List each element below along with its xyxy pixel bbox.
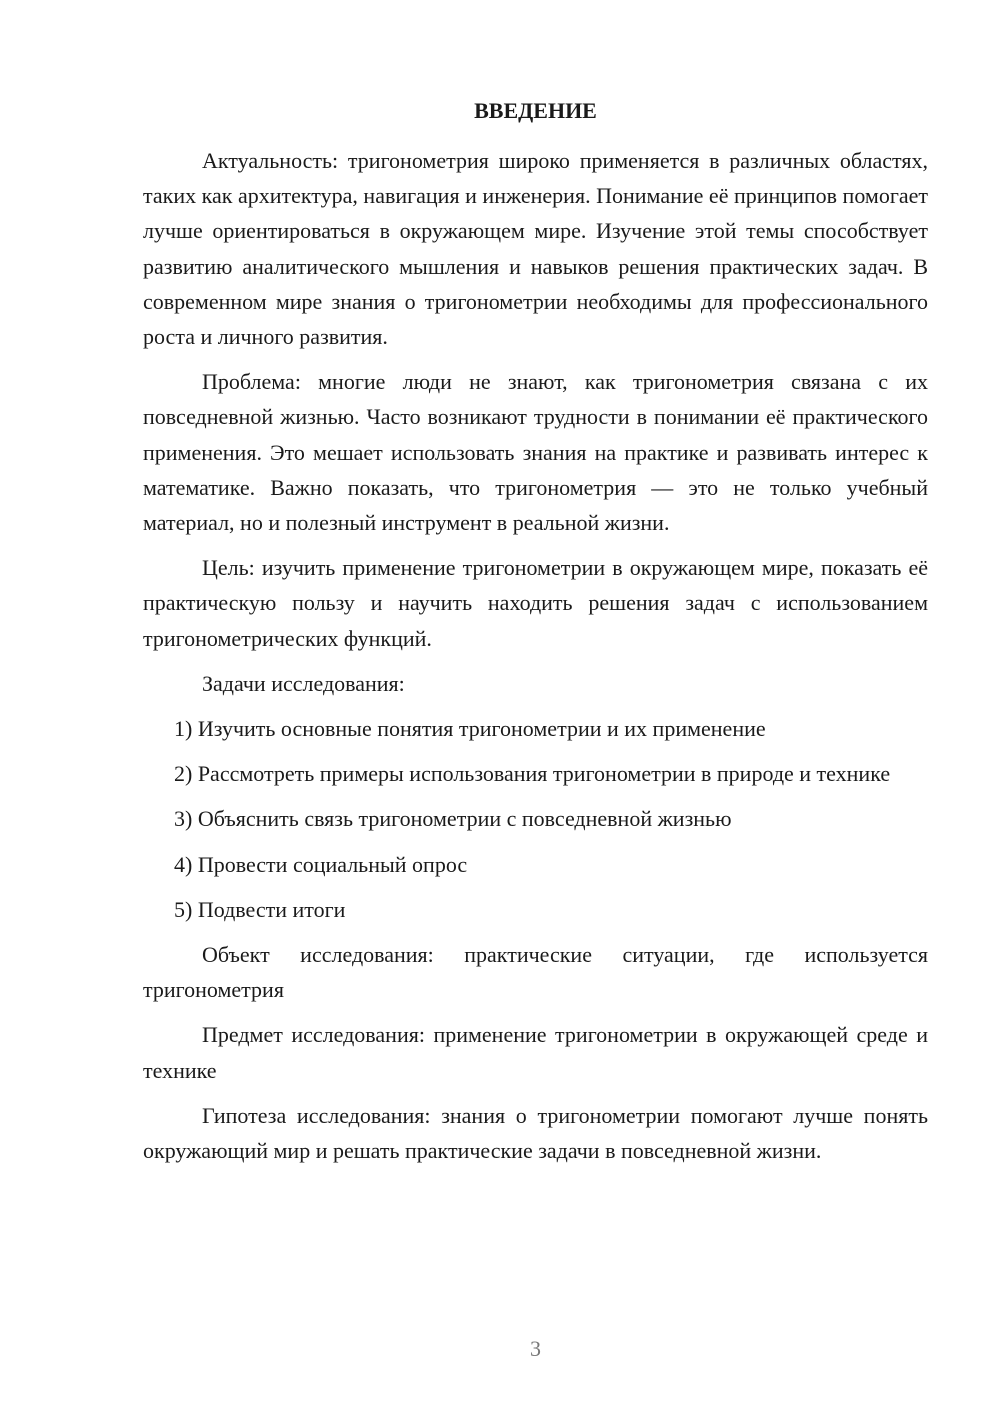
task-item: 2) Рассмотреть примеры использования тригонометрии в природе и технике xyxy=(174,761,891,787)
hypothesis-paragraph: Гипотеза исследования: знания о тригонометрии помогают лучше понять окружающий мир и решать практические задачи в повседневной жизни. xyxy=(143,1102,928,1164)
relevance-paragraph: Актуальность: тригонометрия широко применяется в различных областях, таких как архитектура, навигация и инженерия. Понимание её принципов помогает лучше ориентироваться в окружающем мире. Изучение этой темы способствует развитию аналитического мышления и навыков решения практических задач. В современном мире знания о тригонометрии необходимы для профессионального роста и личного развития. xyxy=(143,148,928,350)
tasks-heading: Задачи исследования: xyxy=(202,670,405,696)
document-body xyxy=(143,143,928,1178)
problem-paragraph: Проблема: многие люди не знают, как тригонометрия связана с их повседневной жизнью. Часто возникают трудности в понимании её практического применения. Это мешает использовать знания на практике и развивать интерес к математике. Важно показать, что тригонометрия — это не только учебный материал, но и полезный инструмент в реальной жизни. xyxy=(143,369,928,536)
document-page xyxy=(143,0,928,1414)
task-item: 3) Объяснить связь тригонометрии с повседневной жизнью xyxy=(174,806,732,832)
goal-paragraph: Цель: изучить применение тригонометрии в окружающем мире, показать её практическую пользу и научить находить решения задач с использованием тригонометрических функций. xyxy=(143,555,928,651)
object-paragraph: Объект исследования: практические ситуации, где используется тригонометрия xyxy=(143,942,928,1003)
page-title: ВВЕДЕНИЕ xyxy=(474,98,597,123)
page-number: 3 xyxy=(530,1336,541,1361)
subject-paragraph: Предмет исследования: применение тригонометрии в окружающей среде и технике xyxy=(143,1022,928,1083)
task-item: 4) Провести социальный опрос xyxy=(174,851,468,877)
task-item: 1) Изучить основные понятия тригонометрии и их применение xyxy=(174,716,766,742)
task-item: 5) Подвести итоги xyxy=(174,896,346,922)
